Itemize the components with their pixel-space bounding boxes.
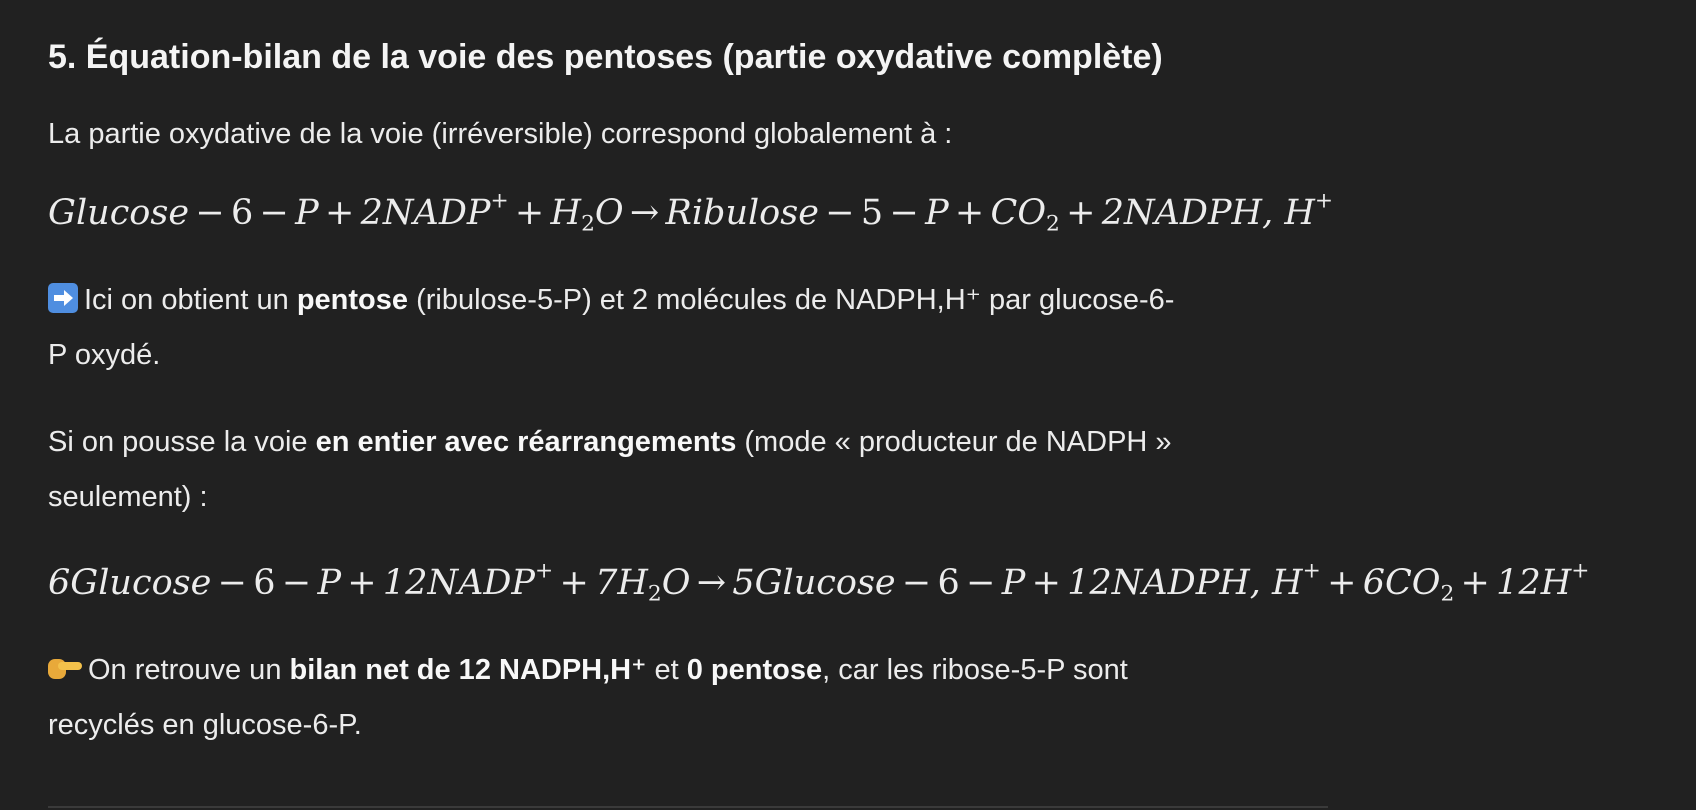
- eq2-term: 12H: [1496, 563, 1572, 603]
- net-bold-nadph: bilan net de 12 NADPH,H⁺: [289, 654, 647, 686]
- full-line2: seulement) :: [48, 481, 208, 513]
- net-text-c: , car les ribose-5-P sont: [822, 654, 1128, 686]
- eq2-term: 6: [253, 563, 276, 603]
- eq2-term: 5Glucose: [732, 563, 896, 603]
- eq1-operator: +: [954, 193, 985, 233]
- eq1-term: 2NADPH, H: [1101, 193, 1315, 233]
- section-heading: 5. Équation-bilan de la voie des pentoses (partie oxydative complète): [48, 38, 1163, 76]
- eq2-operator: +: [347, 563, 377, 603]
- eq2-operator: −: [966, 563, 996, 603]
- eq2-operator: +: [1031, 563, 1061, 603]
- eq2-term: P: [1001, 563, 1026, 603]
- eq1-arrow: →: [629, 193, 660, 233]
- eq1-term: H: [550, 193, 582, 233]
- pointing-hand-icon: [48, 653, 82, 683]
- eq2-operator: +: [1460, 563, 1490, 603]
- net-line2: recyclés en glucose-6-P.: [48, 709, 362, 741]
- eq2-term: P: [317, 563, 341, 603]
- eq1-operator: −: [195, 193, 225, 233]
- eq1-term: Glucose: [48, 193, 190, 233]
- eq1-operator: +: [1066, 193, 1096, 233]
- eq1-operator: −: [889, 193, 919, 233]
- eq1-term: P: [295, 193, 319, 233]
- hand-finger: [58, 662, 82, 670]
- full-text-b: (mode « producteur de NADPH »: [736, 426, 1172, 458]
- eq2-superscript: +: [534, 558, 554, 584]
- eq1-term: Ribulose: [665, 193, 819, 233]
- full-text-a: Si on pousse la voie: [48, 426, 316, 458]
- eq1-operator: −: [825, 193, 855, 233]
- full-pathway-paragraph: [48, 415, 1172, 525]
- eq2-term: 7H: [595, 563, 648, 603]
- eq2-superscript: +: [1302, 558, 1321, 584]
- eq2-term: 6CO: [1362, 563, 1441, 603]
- eq1-term: P: [925, 193, 949, 233]
- eq1-term: 5: [860, 193, 884, 233]
- result-paragraph: [48, 273, 1174, 383]
- eq2-operator: −: [901, 563, 932, 603]
- eq2-superscript: +: [1571, 558, 1590, 584]
- eq1-subscript: 2: [1046, 211, 1060, 237]
- eq1-superscript: +: [1314, 188, 1334, 214]
- eq2-operator: −: [217, 563, 247, 603]
- eq1-term: CO: [990, 193, 1047, 233]
- full-bold: en entier avec réarrangements: [315, 426, 737, 458]
- net-text-b: et: [646, 654, 687, 686]
- eq2-operator: +: [1327, 563, 1357, 603]
- eq1-term: 2NADP: [360, 193, 491, 233]
- eq1-operator: −: [259, 193, 289, 233]
- net-text-a: On retrouve un: [88, 654, 290, 686]
- eq2-arrow: →: [696, 563, 727, 603]
- eq2-subscript: 2: [647, 581, 662, 607]
- result-line2: P oxydé.: [48, 339, 161, 371]
- eq1-superscript: +: [490, 188, 509, 214]
- eq2-term: 6: [937, 563, 960, 603]
- bottom-divider: [48, 806, 1328, 808]
- net-bold-pentose: 0 pentose: [686, 654, 823, 686]
- net-balance-paragraph: [48, 643, 1128, 753]
- eq2-term: O: [661, 563, 691, 603]
- eq2-subscript: 2: [1440, 581, 1455, 607]
- equation-full: [48, 558, 1590, 607]
- eq2-term: 6Glucose: [48, 563, 212, 603]
- result-text-a: Ici on obtient un: [84, 284, 297, 316]
- eq2-operator: +: [559, 563, 589, 603]
- result-bold-pentose: pentose: [296, 284, 409, 316]
- eq1-operator: +: [514, 193, 545, 233]
- right-arrow-icon: [48, 283, 78, 313]
- equation-oxidative: [48, 188, 1334, 237]
- eq2-operator: −: [281, 563, 312, 603]
- eq2-term: 12NADP: [382, 563, 535, 603]
- eq1-term: 6: [230, 193, 254, 233]
- eq1-term: O: [594, 193, 624, 233]
- eq1-operator: +: [325, 193, 355, 233]
- eq1-subscript: 2: [581, 211, 595, 237]
- result-text-b: (ribulose-5-P) et 2 molécules de NADPH,H⁺ par glucose-6-: [408, 284, 1175, 316]
- eq2-term: 12NADPH, H: [1067, 563, 1303, 603]
- intro-paragraph: La partie oxydative de la voie (irréversible) correspond globalement à :: [48, 118, 953, 150]
